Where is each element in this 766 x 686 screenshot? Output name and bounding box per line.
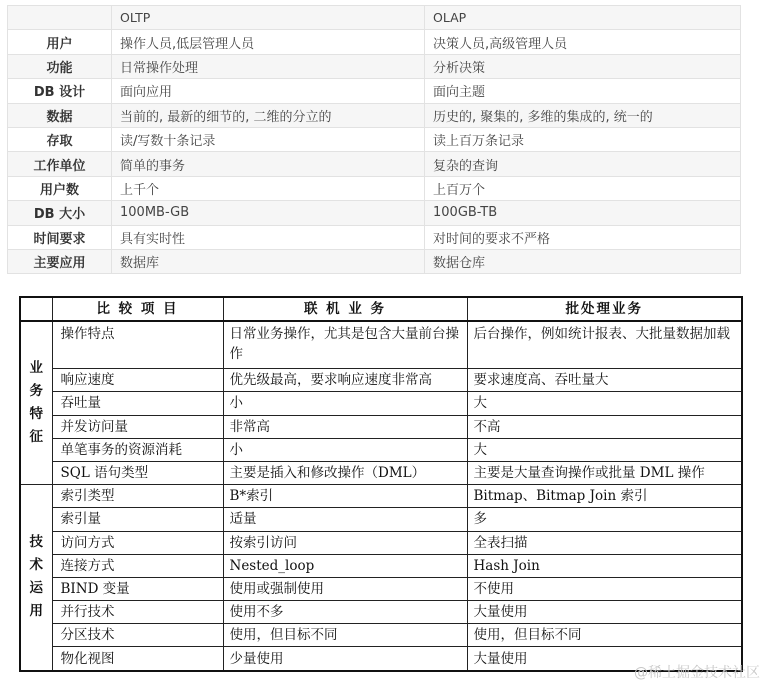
table-row — [8, 249, 741, 273]
batch-cell: 大 — [467, 392, 742, 415]
oltp-cell: 具有实时性 — [112, 225, 425, 249]
olap-cell: 决策人员,高级管理人员 — [425, 30, 741, 54]
table-row — [8, 30, 741, 54]
table-row — [8, 152, 741, 176]
item-cell: 物化视图 — [52, 647, 223, 671]
header-cell-batch: 批处理业务 — [467, 297, 742, 321]
olap-cell: 100GB-TB — [425, 201, 741, 225]
table-row — [20, 369, 742, 392]
online-cell: Nested_loop — [223, 554, 467, 577]
table-row — [20, 577, 742, 600]
group-label-text: 业务特征 — [29, 360, 43, 446]
olap-cell: 读上百万条记录 — [425, 127, 741, 151]
oltp-cell: 操作人员,低层管理人员 — [112, 30, 425, 54]
table-row — [8, 127, 741, 151]
oltp-cell: 读/写数十条记录 — [112, 127, 425, 151]
online-cell: 使用不多 — [223, 601, 467, 624]
table-row — [20, 438, 742, 461]
oltp-cell: 面向应用 — [112, 79, 425, 103]
olap-cell: 面向主题 — [425, 79, 741, 103]
row-label: 功能 — [8, 54, 112, 78]
table-row — [20, 531, 742, 554]
batch-cell: 要求速度高、吞吐量大 — [467, 369, 742, 392]
online-cell: 适量 — [223, 508, 467, 531]
oltp-cell: 100MB-GB — [112, 201, 425, 225]
oltp-cell: 数据库 — [112, 249, 425, 273]
table-row — [8, 79, 741, 103]
online-cell: 日常业务操作，尤其是包含大量前台操作 — [223, 321, 467, 369]
oltp-olap-comparison-table — [7, 5, 741, 274]
table-row — [20, 508, 742, 531]
item-cell: 分区技术 — [52, 624, 223, 647]
table-row — [20, 415, 742, 438]
online-cell: 少量使用 — [223, 647, 467, 671]
row-label: 工作单位 — [8, 152, 112, 176]
item-cell: 响应速度 — [52, 369, 223, 392]
table-row — [8, 103, 741, 127]
olap-cell: 历史的, 聚集的, 多维的集成的, 统一的 — [425, 103, 741, 127]
item-cell: 并发访问量 — [52, 415, 223, 438]
table-row — [8, 201, 741, 225]
table-row — [20, 601, 742, 624]
online-cell: 优先级最高，要求响应速度非常高 — [223, 369, 467, 392]
item-cell: 连接方式 — [52, 554, 223, 577]
olap-cell: 上百万个 — [425, 176, 741, 200]
item-cell: 并行技术 — [52, 601, 223, 624]
row-label: DB 大小 — [8, 201, 112, 225]
online-vs-batch-comparison-table — [19, 296, 743, 672]
item-cell: 操作特点 — [52, 321, 223, 369]
table-row — [20, 624, 742, 647]
row-label: 时间要求 — [8, 225, 112, 249]
online-cell: 小 — [223, 392, 467, 415]
header-cell-online: 联 机 业 务 — [223, 297, 467, 321]
batch-cell: 后台操作，例如统计报表、大批量数据加载 — [467, 321, 742, 369]
online-cell: 非常高 — [223, 415, 467, 438]
olap-cell: 数据仓库 — [425, 249, 741, 273]
batch-cell: Hash Join — [467, 554, 742, 577]
table-row — [20, 392, 742, 415]
online-cell: 小 — [223, 438, 467, 461]
table-header-row — [20, 297, 742, 321]
olap-cell: 分析决策 — [425, 54, 741, 78]
olap-cell: 复杂的查询 — [425, 152, 741, 176]
header-cell — [8, 6, 112, 30]
table-row — [20, 461, 742, 484]
header-cell — [20, 297, 52, 321]
header-cell-item: 比 较 项 目 — [52, 297, 223, 321]
table-row — [20, 554, 742, 577]
online-cell: 按索引访问 — [223, 531, 467, 554]
row-label: DB 设计 — [8, 79, 112, 103]
item-cell: 吞吐量 — [52, 392, 223, 415]
header-cell-olap: OLAP — [425, 6, 741, 30]
header-cell-oltp: OLTP — [112, 6, 425, 30]
item-cell: 索引量 — [52, 508, 223, 531]
item-cell: BIND 变量 — [52, 577, 223, 600]
batch-cell: 主要是大量查询操作或批量 DML 操作 — [467, 461, 742, 484]
batch-cell: Bitmap、Bitmap Join 索引 — [467, 485, 742, 508]
group-label-business — [20, 321, 52, 484]
online-cell: 使用，但目标不同 — [223, 624, 467, 647]
table-row — [8, 176, 741, 200]
oltp-cell: 上千个 — [112, 176, 425, 200]
item-cell: 单笔事务的资源消耗 — [52, 438, 223, 461]
batch-cell: 全表扫描 — [467, 531, 742, 554]
item-cell: 索引类型 — [52, 485, 223, 508]
batch-cell: 大量使用 — [467, 601, 742, 624]
row-label: 数据 — [8, 103, 112, 127]
oltp-cell: 简单的事务 — [112, 152, 425, 176]
row-label: 用户 — [8, 30, 112, 54]
table-row — [20, 321, 742, 369]
table-row — [20, 485, 742, 508]
batch-cell: 使用，但目标不同 — [467, 624, 742, 647]
row-label: 主要应用 — [8, 249, 112, 273]
group-label-text: 技术运用 — [29, 534, 43, 620]
table-header-row — [8, 6, 741, 30]
online-cell: 使用或强制使用 — [223, 577, 467, 600]
online-cell: 主要是插入和修改操作（DML） — [223, 461, 467, 484]
online-cell: B*索引 — [223, 485, 467, 508]
batch-cell: 不高 — [467, 415, 742, 438]
batch-cell: 大 — [467, 438, 742, 461]
item-cell: SQL 语句类型 — [52, 461, 223, 484]
group-label-technology — [20, 485, 52, 671]
watermark: @稀土掘金技术社区 — [634, 665, 760, 681]
item-cell: 访问方式 — [52, 531, 223, 554]
oltp-cell: 当前的, 最新的细节的, 二维的分立的 — [112, 103, 425, 127]
batch-cell: 多 — [467, 508, 742, 531]
row-label: 用户数 — [8, 176, 112, 200]
olap-cell: 对时间的要求不严格 — [425, 225, 741, 249]
table-row — [8, 225, 741, 249]
batch-cell: 大量使用 — [467, 647, 742, 671]
oltp-cell: 日常操作处理 — [112, 54, 425, 78]
batch-cell: 不使用 — [467, 577, 742, 600]
row-label: 存取 — [8, 127, 112, 151]
table-row — [8, 54, 741, 78]
